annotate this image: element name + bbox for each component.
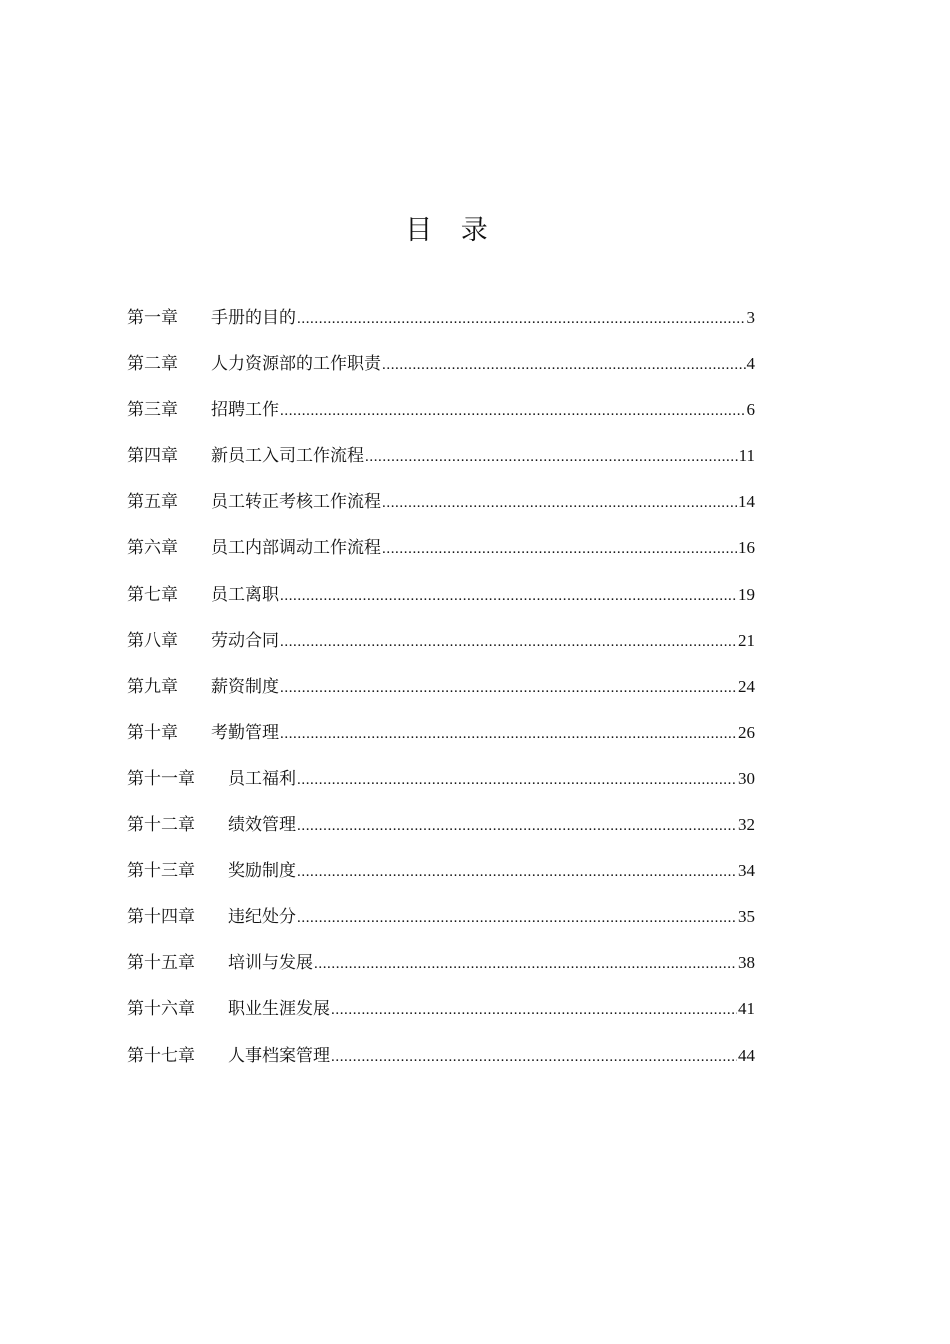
toc-dot-leader — [382, 541, 737, 558]
toc-page-number: 26 — [738, 722, 755, 742]
toc-page-number: 44 — [738, 1045, 755, 1065]
toc-chapter-number: 第八章 — [127, 630, 178, 651]
toc-chapter-title: 员工转正考核工作流程 — [211, 492, 381, 513]
toc-entry[interactable] — [127, 1041, 755, 1087]
toc-list — [127, 303, 755, 1087]
toc-dot-leader — [314, 956, 737, 973]
toc-dot-leader — [297, 772, 737, 789]
toc-page-number: 16 — [738, 538, 755, 558]
toc-chapter-title: 违纪处分 — [228, 907, 296, 928]
toc-dot-leader — [331, 1002, 737, 1019]
toc-page-number: 21 — [738, 630, 755, 650]
toc-chapter-number: 第六章 — [127, 538, 178, 559]
toc-dot-leader — [280, 634, 737, 651]
toc-dot-leader — [297, 818, 737, 835]
toc-dot-leader — [382, 495, 737, 512]
toc-page-number: 32 — [738, 815, 755, 835]
toc-entry[interactable] — [127, 533, 755, 579]
toc-chapter-title: 员工福利 — [228, 768, 296, 789]
toc-chapter-title: 考勤管理 — [211, 722, 279, 743]
toc-dot-leader — [280, 588, 737, 605]
toc-chapter-number: 第十三章 — [127, 861, 195, 882]
toc-chapter-title: 手册的目的 — [211, 308, 296, 328]
toc-chapter-number: 第十一章 — [127, 768, 195, 789]
toc-entry[interactable] — [127, 948, 755, 994]
toc-page-number: 38 — [738, 953, 755, 973]
toc-chapter-number: 第三章 — [127, 400, 178, 421]
toc-entry[interactable] — [127, 856, 755, 902]
toc-chapter-title: 员工离职 — [211, 584, 279, 605]
toc-dot-leader — [280, 726, 737, 743]
toc-entry[interactable] — [127, 902, 755, 948]
toc-chapter-number: 第十六章 — [127, 999, 195, 1020]
toc-chapter-title: 劳动合同 — [211, 630, 279, 651]
toc-title: 目 录 — [405, 215, 498, 246]
toc-chapter-number: 第四章 — [127, 446, 178, 467]
toc-chapter-number: 第十二章 — [127, 815, 195, 836]
toc-dot-leader — [297, 864, 737, 881]
toc-entry[interactable] — [127, 580, 755, 626]
toc-dot-leader — [297, 311, 746, 328]
toc-page-number: 14 — [738, 492, 755, 512]
toc-chapter-number: 第七章 — [127, 584, 178, 605]
toc-entry[interactable] — [127, 718, 755, 764]
toc-chapter-title: 绩效管理 — [228, 815, 296, 836]
toc-chapter-number: 第九章 — [127, 676, 178, 697]
toc-chapter-title: 奖励制度 — [228, 861, 296, 882]
toc-chapter-number: 第十五章 — [127, 953, 195, 974]
toc-page-number: 34 — [738, 861, 755, 881]
toc-chapter-number: 第十七章 — [127, 1045, 195, 1066]
toc-chapter-title: 人事档案管理 — [228, 1045, 330, 1066]
toc-chapter-title: 员工内部调动工作流程 — [211, 538, 381, 559]
toc-page-number: 3 — [746, 308, 755, 327]
toc-entry[interactable] — [127, 395, 755, 441]
toc-chapter-title: 薪资制度 — [211, 676, 279, 697]
toc-chapter-title: 新员工入司工作流程 — [211, 446, 364, 467]
toc-page-number: 19 — [738, 584, 755, 604]
toc-chapter-number: 第十四章 — [127, 907, 195, 928]
toc-page-number: 41 — [738, 999, 755, 1019]
toc-chapter-number: 第一章 — [127, 308, 178, 328]
toc-entry[interactable] — [127, 810, 755, 856]
toc-entry[interactable] — [127, 764, 755, 810]
toc-chapter-number: 第二章 — [127, 354, 178, 375]
toc-chapter-title: 培训与发展 — [228, 953, 313, 974]
toc-dot-leader — [331, 1049, 737, 1066]
toc-page-number: 4 — [746, 354, 755, 374]
toc-chapter-number: 第五章 — [127, 492, 178, 513]
toc-chapter-title: 职业生涯发展 — [228, 999, 330, 1020]
toc-chapter-number: 第十章 — [127, 722, 178, 743]
toc-entry[interactable] — [127, 994, 755, 1040]
toc-dot-leader — [365, 449, 738, 466]
toc-entry[interactable] — [127, 626, 755, 672]
toc-chapter-title: 人力资源部的工作职责 — [211, 354, 381, 375]
toc-dot-leader — [297, 910, 737, 927]
toc-entry[interactable] — [127, 672, 755, 718]
toc-dot-leader — [280, 680, 737, 697]
toc-dot-leader — [382, 357, 746, 374]
toc-page-number: 6 — [746, 400, 755, 420]
toc-dot-leader — [280, 403, 746, 420]
toc-entry[interactable] — [127, 349, 755, 395]
toc-page-number: 11 — [738, 446, 755, 466]
toc-entry[interactable] — [127, 441, 755, 487]
toc-chapter-title: 招聘工作 — [211, 400, 279, 421]
toc-page-number: 30 — [738, 768, 755, 788]
toc-entry[interactable] — [127, 487, 755, 533]
toc-page-number: 35 — [738, 907, 755, 927]
toc-page-number: 24 — [738, 676, 755, 696]
toc-entry[interactable] — [127, 303, 755, 349]
